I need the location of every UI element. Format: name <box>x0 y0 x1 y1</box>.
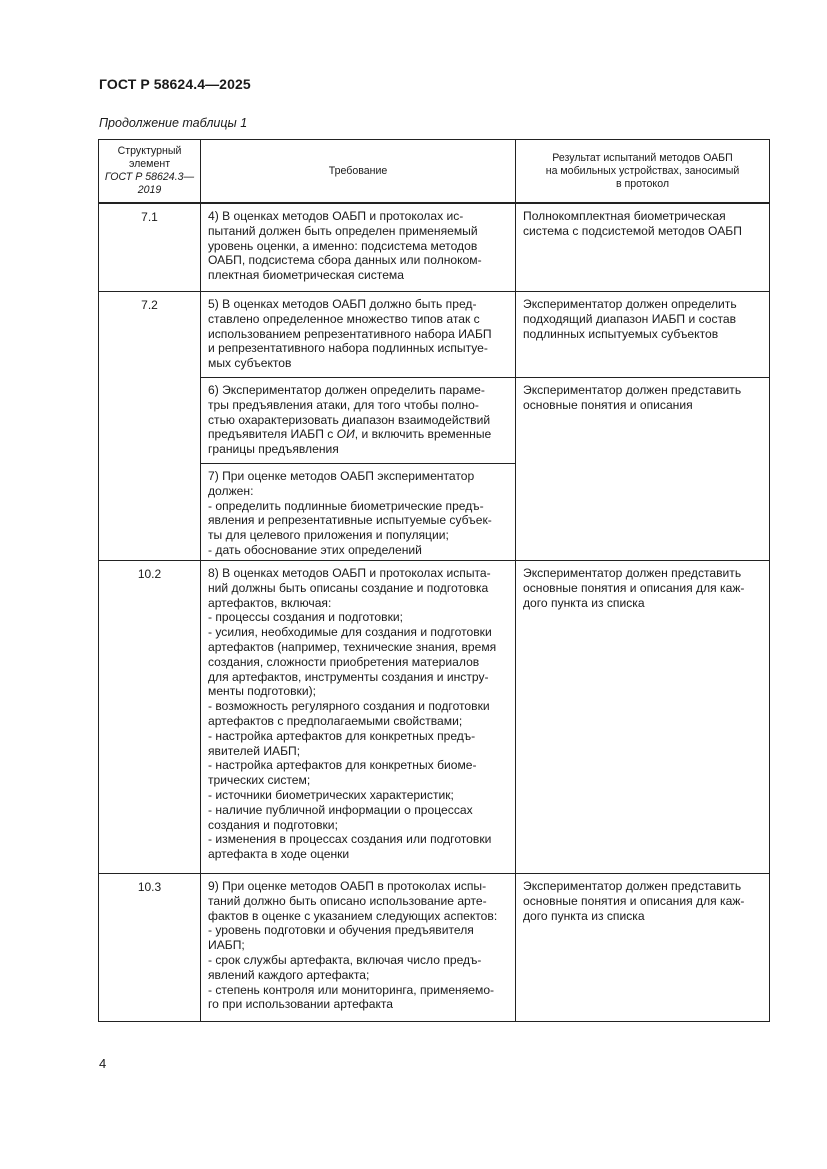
table-caption: Продолжение таблицы 1 <box>99 116 248 130</box>
requirement-fragment: предъявителя ИАБП с <box>208 427 337 442</box>
requirement-line: 9) При оценке методов ОАБП в протоколах испы- <box>208 879 487 893</box>
header-result-line: Результат испытаний методов ОАБП <box>552 151 733 164</box>
requirement-line: создания, сложности приобретения материалов <box>208 654 480 669</box>
requirement-line: артефактов (например, технические знания, время <box>208 639 497 654</box>
element-cell: 7.2 <box>99 292 201 561</box>
requirement-cell <box>201 292 516 378</box>
requirement-line: уровень оценки, а именно: подсистема методов <box>208 238 478 253</box>
requirement-line: артефактов с предполагаемыми свойствами; <box>208 713 463 728</box>
requirement-line: - определить подлинные биометрические предъ- <box>208 498 484 513</box>
requirement-line: трических систем; <box>208 773 311 788</box>
result-line: подлинных испытуемых субъектов <box>523 326 719 341</box>
result-cell <box>516 378 770 561</box>
result-line: Экспериментатор должен представить <box>523 879 742 893</box>
requirement-line: использованием репрезентативного набора ИАБП <box>208 326 492 341</box>
requirement-line: создания и подготовки; <box>208 817 338 832</box>
requirement-line: пытаний должен быть определен применяемый <box>208 223 478 238</box>
element-cell: 10.3 <box>99 874 201 1022</box>
requirement-line: го при использовании артефакта <box>208 997 394 1012</box>
requirement-line: 5) В оценках методов ОАБП должно быть пред- <box>208 297 477 311</box>
requirement-line: - наличие публичной информации о процессах <box>208 802 473 817</box>
header-element-ref-line: 2019 <box>137 184 162 196</box>
requirement-line: ОАБП, подсистема сбора данных или полноком- <box>208 253 482 268</box>
requirement-line: мых субъектов <box>208 356 292 371</box>
result-line: Полнокомплектная биометрическая <box>523 209 726 223</box>
requirement-line: явителей ИАБП; <box>208 743 301 758</box>
result-line: система с подсистемой методов ОАБП <box>523 223 742 238</box>
requirement-line: и репрезентативного набора подлинных испытуе- <box>208 341 488 356</box>
element-cell: 10.2 <box>99 561 201 874</box>
result-cell <box>516 874 770 1022</box>
requirement-cell <box>201 464 516 561</box>
header-element-ref-line: ГОСТ Р 58624.3— <box>104 171 195 183</box>
result-cell <box>516 292 770 378</box>
requirement-line: - срок службы артефакта, включая число предъ- <box>208 952 482 967</box>
requirement-fragment-italic: ОИ <box>336 427 355 442</box>
requirement-line: тры предъявления атаки, для того чтобы полно- <box>208 397 479 412</box>
result-line: основные понятия и описания для каж- <box>523 893 745 908</box>
requirement-line: для артефактов, инструменты создания и инстру- <box>208 669 489 684</box>
requirement-line: менты подготовки); <box>208 684 316 699</box>
requirement-line: - процессы создания и подготовки; <box>208 610 403 625</box>
header-result-line: на мобильных устройствах, заносимый <box>545 164 740 177</box>
requirement-cell <box>201 561 516 874</box>
requirement-line: явлений каждого артефакта; <box>208 967 370 982</box>
header-structural-element <box>99 140 201 204</box>
table-row <box>99 874 770 1022</box>
result-line: Экспериментатор должен представить <box>523 566 742 580</box>
requirement-line: - дать обоснование этих определений <box>208 542 422 557</box>
result-line: Экспериментатор должен представить <box>523 383 742 397</box>
requirement-fragment: , и включить временные <box>354 427 492 442</box>
requirement-line: ИАБП; <box>208 938 245 953</box>
requirement-line: артефакта в ходе оценки <box>208 847 350 862</box>
element-cell: 7.1 <box>99 203 201 292</box>
requirements-table <box>98 139 770 1022</box>
requirement-line: - уровень подготовки и обучения предъявителя <box>208 923 474 938</box>
requirement-line: границы предъявления <box>208 442 339 457</box>
requirement-line: - усилия, необходимые для создания и подготовки <box>208 625 492 640</box>
requirement-line: 4) В оценках методов ОАБП и протоколах ис- <box>208 209 464 223</box>
result-line: основные понятия и описания <box>523 397 693 412</box>
document-id: ГОСТ Р 58624.4—2025 <box>99 76 251 92</box>
requirement-line: - настройка артефактов для конкретных биоме- <box>208 758 477 773</box>
requirement-line: ний должны быть описаны создание и подготовка <box>208 580 489 595</box>
table-header-row <box>99 140 770 204</box>
requirement-line: ставлено определенное множество типов атак с <box>208 311 480 326</box>
result-line: дого пункта из списка <box>523 595 645 610</box>
requirement-line: должен: <box>208 483 254 498</box>
header-requirement-text: Требование <box>328 164 388 177</box>
requirement-cell <box>201 378 516 464</box>
requirement-line: артефактов, включая: <box>208 595 332 610</box>
requirement-line: явления и репрезентативные испытуемые субъек- <box>208 513 492 528</box>
result-line: Экспериментатор должен определить <box>523 297 737 311</box>
requirement-line: плектная биометрическая система <box>208 268 404 283</box>
table-row <box>99 203 770 292</box>
result-line: дого пункта из списка <box>523 908 645 923</box>
requirement-line: - настройка артефактов для конкретных предъ- <box>208 728 476 743</box>
page-number: 4 <box>99 1056 107 1071</box>
requirement-line: таний должно быть описано использование арте- <box>208 893 487 908</box>
requirement-cell <box>201 874 516 1022</box>
table-row <box>99 561 770 874</box>
requirement-line: - изменения в процессах создания или подготовки <box>208 832 492 847</box>
requirement-line <box>208 427 509 442</box>
header-element-line: элемент <box>128 158 171 170</box>
requirement-line: 7) При оценке методов ОАБП экспериментатор <box>208 469 475 483</box>
result-line: основные понятия и описания для каж- <box>523 580 745 595</box>
requirement-line: стью охарактеризовать диапазон взаимодействий <box>208 412 491 427</box>
requirement-cell <box>201 203 516 292</box>
requirement-line: - возможность регулярного создания и подготовки <box>208 699 490 714</box>
header-requirement <box>201 140 516 204</box>
requirement-line: - степень контроля или мониторинга, применяемо- <box>208 982 495 997</box>
requirement-line: 8) В оценках методов ОАБП и протоколах испыта- <box>208 566 491 580</box>
header-result <box>516 140 770 204</box>
requirement-line: ты для целевого приложения и популяции; <box>208 528 449 543</box>
result-cell <box>516 561 770 874</box>
result-cell <box>516 203 770 292</box>
header-element-line: Структурный <box>117 145 182 157</box>
table-row <box>99 292 770 378</box>
requirement-line: фактов в оценке с указанием следующих аспектов: <box>208 908 498 923</box>
header-result-line: в протокол <box>615 177 670 190</box>
requirement-line: 6) Экспериментатор должен определить параме- <box>208 383 485 397</box>
requirement-line: - источники биометрических характеристик; <box>208 787 454 802</box>
result-line: подходящий диапазон ИАБП и состав <box>523 311 737 326</box>
